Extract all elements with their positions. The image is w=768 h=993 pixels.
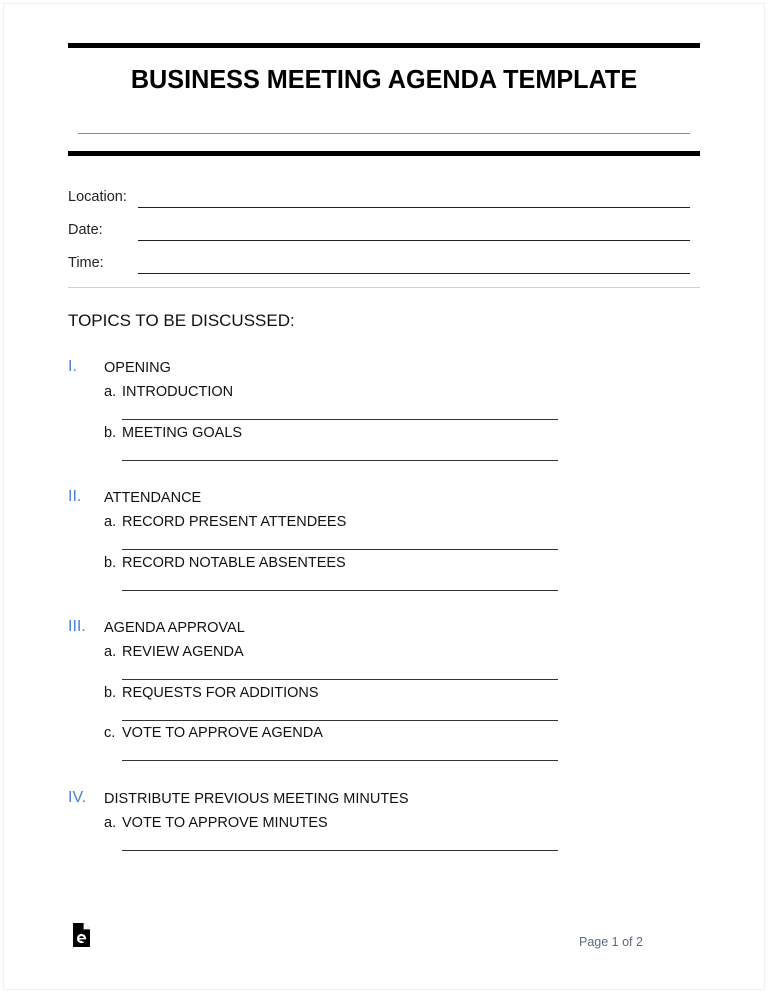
date-label: Date: xyxy=(68,222,103,238)
location-field-row xyxy=(68,189,690,209)
section-title: AGENDA APPROVAL xyxy=(104,620,245,636)
date-input[interactable] xyxy=(138,224,690,241)
section-number: IV. xyxy=(68,789,87,806)
time-field-row xyxy=(68,255,690,275)
item-letter: b. xyxy=(104,685,117,701)
section-divider xyxy=(68,287,700,288)
item-label: VOTE TO APPROVE MINUTES xyxy=(122,815,328,831)
document-title: BUSINESS MEETING AGENDA TEMPLATE xyxy=(130,64,638,94)
section-title: DISTRIBUTE PREVIOUS MEETING MINUTES xyxy=(104,791,409,807)
item-label: RECORD PRESENT ATTENDEES xyxy=(122,514,347,530)
vote-approve-agenda-input[interactable] xyxy=(122,744,558,761)
item-label: REVIEW AGENDA xyxy=(122,644,244,660)
item-letter: a. xyxy=(104,815,117,831)
page-indicator: Page 1 of 2 xyxy=(579,935,643,949)
vote-approve-minutes-input[interactable] xyxy=(122,834,558,851)
review-agenda-input[interactable] xyxy=(122,663,558,680)
item-label: REQUESTS FOR ADDITIONS xyxy=(122,685,319,701)
section-title: ATTENDANCE xyxy=(104,490,202,506)
section-title: OPENING xyxy=(104,360,171,376)
item-letter: a. xyxy=(104,514,117,530)
item-letter: b. xyxy=(104,555,117,571)
meeting-goals-input[interactable] xyxy=(122,444,558,461)
eforms-document-icon xyxy=(73,923,90,947)
item-label: INTRODUCTION xyxy=(122,384,234,400)
notable-absentees-input[interactable] xyxy=(122,574,558,591)
item-label: RECORD NOTABLE ABSENTEES xyxy=(122,555,346,571)
time-input[interactable] xyxy=(138,257,690,274)
location-input[interactable] xyxy=(138,191,690,208)
present-attendees-input[interactable] xyxy=(122,533,558,550)
item-letter: a. xyxy=(104,644,117,660)
topics-heading: TOPICS TO BE DISCUSSED: xyxy=(68,311,295,330)
item-letter: b. xyxy=(104,425,117,441)
date-field-row xyxy=(68,222,690,242)
requests-for-additions-input[interactable] xyxy=(122,704,558,721)
header-bottom-thick-rule xyxy=(68,151,700,156)
section-number: II. xyxy=(68,488,82,505)
item-label: VOTE TO APPROVE AGENDA xyxy=(122,725,323,741)
subtitle-blank-line[interactable] xyxy=(78,133,690,134)
section-number: III. xyxy=(68,618,86,635)
location-label: Location: xyxy=(68,189,127,205)
top-thick-rule xyxy=(68,43,700,48)
time-label: Time: xyxy=(68,255,104,271)
introduction-input[interactable] xyxy=(122,403,558,420)
item-letter: c. xyxy=(104,725,116,741)
section-number: I. xyxy=(68,358,77,375)
item-letter: a. xyxy=(104,384,117,400)
item-label: MEETING GOALS xyxy=(122,425,243,441)
